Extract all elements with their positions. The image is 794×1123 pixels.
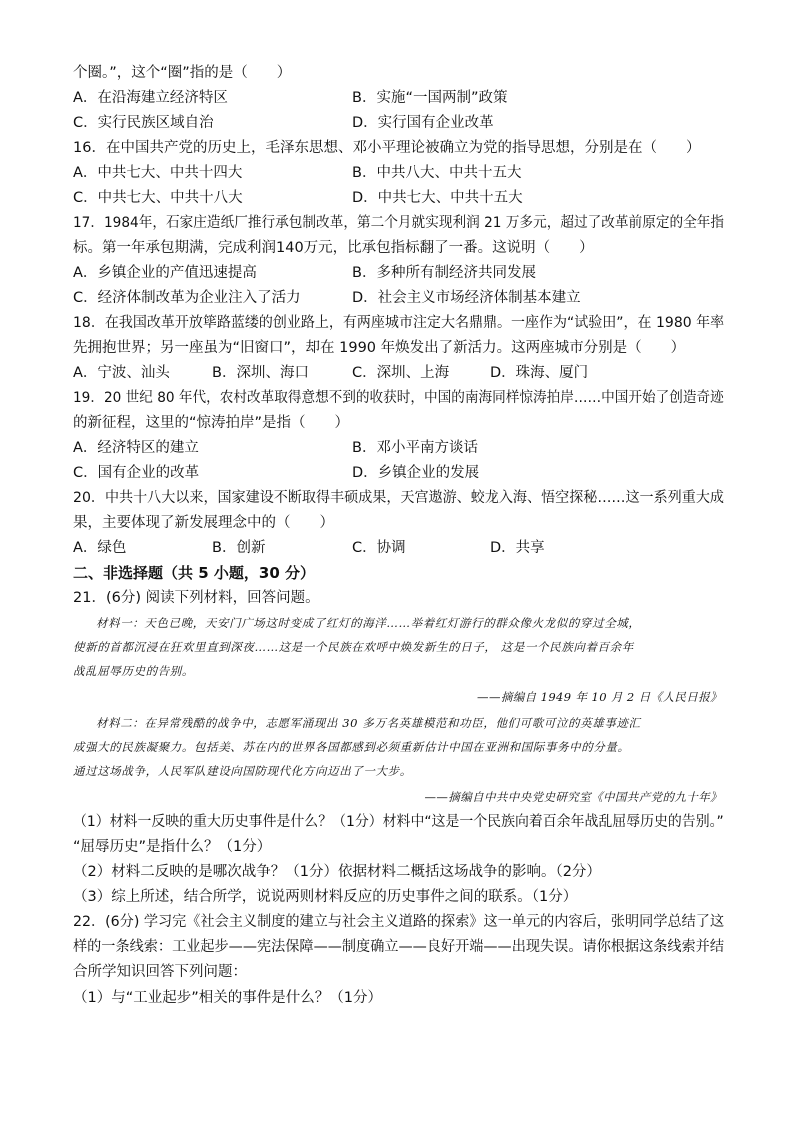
q16-option-b: B．中共八大、中共十五大 — [352, 165, 522, 181]
q21-material2-line1: 材料二：在异常残酷的战争中，志愿军涌现出 30 多万名英雄模范和功臣，他们可歌可泣的英雄事迹汇 — [96, 716, 641, 730]
q20-stem-line2: 果，主要体现了新发展理念中的（ ） — [73, 515, 334, 531]
q19-option-a: A．经济特区的建立 — [73, 440, 199, 456]
q20-option-b: B．创新 — [212, 540, 266, 556]
q18-option-b: B．深圳、海口 — [212, 365, 309, 381]
q16-stem: 16．在中国共产党的历史上，毛泽东思想、邓小平理论被确立为党的指导思想，分别是在（ ） — [73, 140, 701, 156]
q17-option-a: A．乡镇企业的产值迅速提高 — [73, 265, 257, 281]
q22-part1: （1）与“工业起步”相关的事件是什么？（1分） — [73, 990, 382, 1006]
q21-material2-line3: 通过这场战争，人民军队建设向国防现代化方向迈出了一大步。 — [73, 764, 412, 778]
q20-option-c: C．协调 — [352, 540, 406, 556]
q19-stem-line1: 19．20 世纪 80 年代，农村改革取得意想不到的收获时，中国的南海同样惊涛拍岸……中国开始了创造奇迹 — [73, 390, 724, 406]
q16-option-d: D．中共七大、中共十五大 — [352, 190, 523, 206]
q17-stem-line2: 标。第一年承包期满，完成利润140万元，比承包指标翻了一番。这说明（ ） — [73, 240, 594, 256]
q22-stem-line1: 22．(6分) 学习完《社会主义制度的建立与社会主义道路的探索》这一单元的内容后，张明同学总结了这 — [73, 914, 725, 930]
q16-option-a: A．中共七大、中共十四大 — [73, 165, 243, 181]
q21-material1-line3: 战乱屈辱历史的告别。 — [73, 664, 194, 678]
q19-stem-line2: 的新征程，这里的“惊涛拍岸”是指（ ） — [73, 415, 350, 431]
q18-stem-line2: 先拥抱世界；另一座虽为“旧窗口”，却在 1990 年焕发出了新活力。这两座城市分别是（ ） — [73, 340, 686, 356]
q15-option-a: A．在沿海建立经济特区 — [73, 90, 228, 106]
q17-option-d: D．社会主义市场经济体制基本建立 — [352, 290, 581, 306]
q21-material1-source: ——摘编自 1949 年 10 月 2 日《人民日报》 — [477, 690, 722, 704]
q21-part1-line1: （1）材料一反映的重大历史事件是什么？（1分）材料中“这是一个民族向着百余年战乱屈辱历史的告别。” — [73, 814, 724, 830]
q21-part3: （3）综上所述，结合所学，说说两则材料反应的历史事件之间的联系。（1分） — [73, 889, 578, 905]
q19-option-d: D．乡镇企业的发展 — [352, 465, 480, 481]
q21-stem: 21．(6分) 阅读下列材料，回答问题。 — [73, 590, 320, 606]
q20-option-a: A．绿色 — [73, 540, 127, 556]
q22-stem-line2: 样的一条线索：工业起步——宪法保障——制度确立——良好开端——出现失误。请你根据这条线索并结 — [73, 939, 724, 955]
q17-stem-line1: 17．1984年，石家庄造纸厂推行承包制改革，第二个月就实现利润 21 万多元，超过了改革前原定的全年指 — [73, 215, 725, 231]
q15-stem-tail: 个圈。”，这个“圈”指的是（ ） — [73, 65, 292, 81]
q15-option-b: B．实施“一国两制”政策 — [352, 90, 508, 106]
q21-material2-source: ——摘编自中共中央党史研究室《中国共产党的九十年》 — [424, 790, 722, 804]
q18-option-c: C．深圳、上海 — [352, 365, 450, 381]
q19-option-b: B．邓小平南方谈话 — [352, 440, 478, 456]
q21-part1-line2: “屈辱历史”是指什么？（1分） — [73, 839, 272, 855]
q16-option-c: C．中共七大、中共十八大 — [73, 190, 243, 206]
q15-option-d: D．实行国有企业改革 — [352, 115, 494, 131]
q18-option-d: D．珠海、厦门 — [490, 365, 589, 381]
q21-material1-line1: 材料一：天色已晚，天安门广场这时变成了红灯的海洋……举着红灯游行的群众像火龙似的穿过全城， — [96, 616, 641, 630]
q17-option-c: C．经济体制改革为企业注入了活力 — [73, 290, 301, 306]
q17-option-b: B．多种所有制经济共同发展 — [352, 265, 536, 281]
q21-part2: （2）材料二反映的是哪次战争？（1分）依据材料二概括这场战争的影响。（2分） — [73, 864, 601, 880]
q20-option-d: D．共享 — [490, 540, 545, 556]
q18-stem-line1: 18．在我国改革开放筚路蓝缕的创业路上，有两座城市注定大名鼎鼎。一座作为“试验田”，在 1980 年率 — [73, 315, 725, 331]
q15-option-c: C．实行民族区域自治 — [73, 115, 214, 131]
q20-stem-line1: 20．中共十八大以来，国家建设不断取得丰硕成果，天宫遨游、蛟龙入海、悟空探秘……这一系列重大成 — [73, 490, 724, 506]
q21-material2-line2: 成强大的民族凝聚力。包括美、苏在内的世界各国都感到必须重新估计中国在亚洲和国际事务中的分量。 — [73, 740, 630, 754]
q18-option-a: A．宁波、汕头 — [73, 365, 170, 381]
section-2-heading: 二、非选择题（共 5 小题，30 分） — [73, 564, 315, 582]
q22-stem-line3: 合所学知识回答下列问题： — [73, 964, 247, 980]
q21-material1-line2: 使新的首都沉浸在狂欢里直到深夜……这是一个民族在欢呼中焕发新生的日子， 这是一个民族向着百余年 — [73, 640, 634, 654]
q19-option-c: C．国有企业的改革 — [73, 465, 200, 481]
